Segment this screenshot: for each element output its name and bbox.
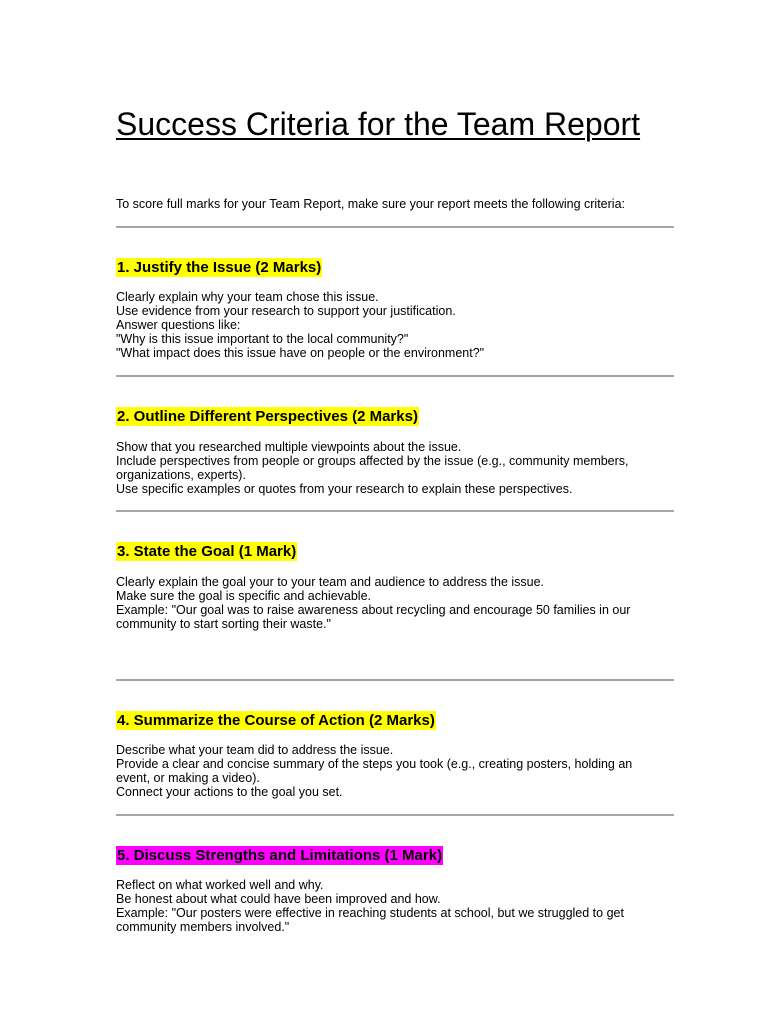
section-1-body <box>116 290 674 360</box>
section-divider <box>116 510 674 512</box>
section-2-heading: 2. Outline Different Perspectives (2 Marks) <box>117 408 418 425</box>
section-1-line: Clearly explain why your team chose this issue. <box>116 290 379 304</box>
section-5-heading: 5. Discuss Strengths and Limitations (1 Mark) <box>117 847 443 864</box>
section-3-line: community to start sorting their waste." <box>116 617 331 631</box>
section-5-line: Example: "Our posters were effective in reaching students at school, but we struggled to get <box>116 906 624 920</box>
section-divider <box>116 679 674 681</box>
section-3-heading: 3. State the Goal (1 Mark) <box>117 543 297 560</box>
section-divider <box>116 814 674 816</box>
section-2-line: organizations, experts). <box>116 468 246 482</box>
section-4-heading: 4. Summarize the Course of Action (2 Marks) <box>117 712 435 729</box>
document-title: Success Criteria for the Team Report <box>116 106 641 142</box>
section-4-line: Describe what your team did to address the issue. <box>116 743 394 757</box>
section-divider <box>116 375 674 377</box>
section-2-line: Use specific examples or quotes from your research to explain these perspectives. <box>116 482 573 496</box>
section-5-line: Reflect on what worked well and why. <box>116 878 324 892</box>
section-3-line: Make sure the goal is specific and achievable. <box>116 589 372 603</box>
section-divider <box>116 226 674 228</box>
section-2-line: Show that you researched multiple viewpoints about the issue. <box>116 440 462 454</box>
section-4-line: Provide a clear and concise summary of the steps you took (e.g., creating posters, holding an <box>116 757 633 771</box>
section-3-line: Example: "Our goal was to raise awareness about recycling and encourage 50 families in our <box>116 603 631 617</box>
section-4-line: Connect your actions to the goal you set. <box>116 785 343 799</box>
section-1-heading: 1. Justify the Issue (2 Marks) <box>117 259 322 276</box>
section-5-line: community members involved." <box>116 920 290 934</box>
section-3-body <box>116 575 674 631</box>
section-1-line: "Why is this issue important to the local community?" <box>116 332 409 346</box>
section-4-body <box>116 743 674 799</box>
section-4-line: event, or making a video). <box>116 771 260 785</box>
section-2-line: Include perspectives from people or groups affected by the issue (e.g., community members, <box>116 454 629 468</box>
section-3-line: Clearly explain the goal your to your team and audience to address the issue. <box>116 575 545 589</box>
section-5-line: Be honest about what could have been improved and how. <box>116 892 441 906</box>
section-2-body <box>116 440 674 496</box>
section-1-line: "What impact does this issue have on people or the environment?" <box>116 346 485 360</box>
section-5-body <box>116 878 674 934</box>
section-1-line: Answer questions like: <box>116 318 241 332</box>
intro-text: To score full marks for your Team Report, make sure your report meets the following criteria: <box>116 197 625 211</box>
section-1-line: Use evidence from your research to support your justification. <box>116 304 456 318</box>
